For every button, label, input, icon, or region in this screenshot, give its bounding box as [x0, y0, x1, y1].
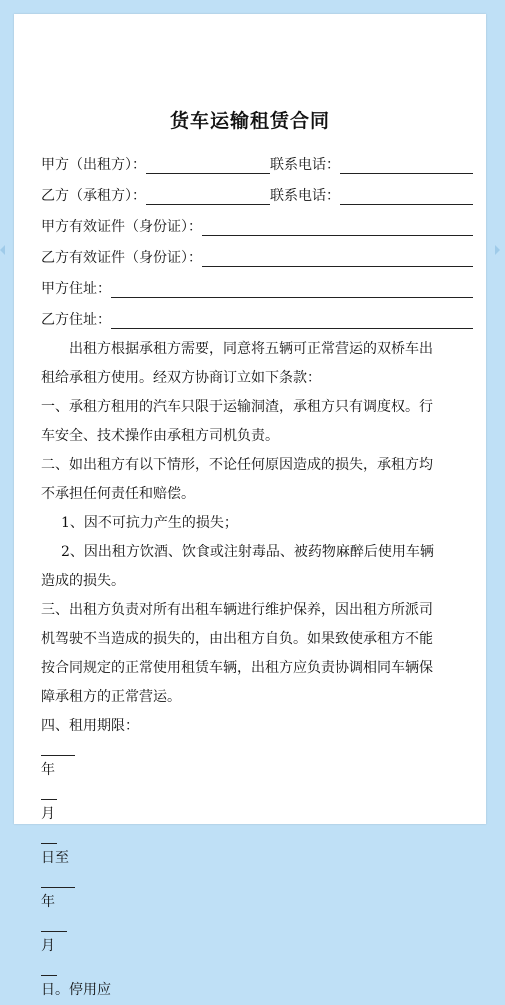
clause-2-item-2: 造成的损失。: [41, 573, 125, 589]
party-a-id-blank[interactable]: [202, 219, 473, 236]
party-a-id-row: [41, 216, 473, 236]
clause-2-line: 不承担任何责任和赔偿。: [41, 486, 195, 502]
clause-2-item-1: 1、因不可抗力产生的损失；: [61, 515, 238, 531]
party-a-address-row: [41, 278, 473, 298]
end-year-blank[interactable]: [41, 873, 75, 888]
party-a-address-label: 甲方住址：: [41, 281, 111, 297]
clause-4-line: [41, 712, 473, 1005]
party-b-id-blank[interactable]: [202, 250, 473, 267]
party-a-address-blank[interactable]: [111, 281, 473, 298]
frame-ornament: [495, 245, 505, 255]
year-label: 年: [41, 894, 55, 910]
party-b-id-label: 乙方有效证件（身份证）：: [41, 250, 202, 266]
start-day-blank[interactable]: [41, 829, 57, 844]
lease-term-label: 四、租用期限：: [41, 718, 139, 734]
clause-2-item-2: 2、因出租方饮酒、饮食或注射毒品、被药物麻醉后使用车辆: [61, 544, 434, 560]
party-a-phone-label: 联系电话：: [270, 157, 340, 173]
intro-line: 出租方根据承租方需要，同意将五辆可正常营运的双桥车出: [69, 341, 433, 357]
party-b-row: [41, 185, 473, 205]
clause-1-line: 一、承租方租用的汽车只限于运输洞渣，承租方只有调度权。行: [41, 399, 433, 415]
party-b-id-row: [41, 247, 473, 267]
party-a-id-label: 甲方有效证件（身份证）：: [41, 219, 202, 235]
party-b-address-blank[interactable]: [111, 312, 473, 329]
frame-ornament: [0, 245, 5, 255]
party-b-blank[interactable]: [146, 188, 270, 205]
start-month-blank[interactable]: [41, 785, 57, 800]
party-b-phone-blank[interactable]: [340, 188, 473, 205]
clause-3-line: 三、出租方负责对所有出租车辆进行维护保养，因出租方所派司: [41, 602, 433, 618]
party-b-label: 乙方（承租方）：: [41, 188, 146, 204]
start-year-blank[interactable]: [41, 741, 75, 756]
party-b-phone-label: 联系电话：: [270, 188, 340, 204]
party-a-row: [41, 154, 473, 174]
end-month-blank[interactable]: [41, 917, 67, 932]
month-label: 月: [41, 806, 55, 822]
contract-document: [14, 14, 486, 998]
document-title: 货车运输租赁合同: [169, 110, 330, 132]
end-day-blank[interactable]: [41, 961, 57, 976]
clause-1-line: 车安全、技术操作由承租方司机负责。: [41, 428, 279, 444]
party-a-phone-blank[interactable]: [340, 157, 473, 174]
intro-line: 租给承租方使用。经双方协商订立如下条款：: [41, 370, 321, 386]
party-a-label: 甲方（出租方）：: [41, 157, 146, 173]
contract-body: [41, 335, 473, 1005]
party-b-address-label: 乙方住址：: [41, 312, 111, 328]
year-label: 年: [41, 762, 55, 778]
month-label: 月: [41, 938, 55, 954]
clause-3-line: 按合同规定的正常使用租赁车辆，出租方应负责协调相同车辆保: [41, 660, 433, 676]
clause-3-line: 机驾驶不当造成的损失的，由出租方自负。如果致使承租方不能: [41, 631, 433, 647]
day-to-label: 日至: [41, 850, 69, 866]
clause-2-line: 二、如出租方有以下情形，不论任何原因造成的损失，承租方均: [41, 457, 433, 473]
clause-3-line: 障承租方的正常营运。: [41, 689, 181, 705]
party-b-address-row: [41, 309, 473, 329]
day-end-label: 日。停用应: [41, 982, 111, 998]
party-a-blank[interactable]: [146, 157, 270, 174]
